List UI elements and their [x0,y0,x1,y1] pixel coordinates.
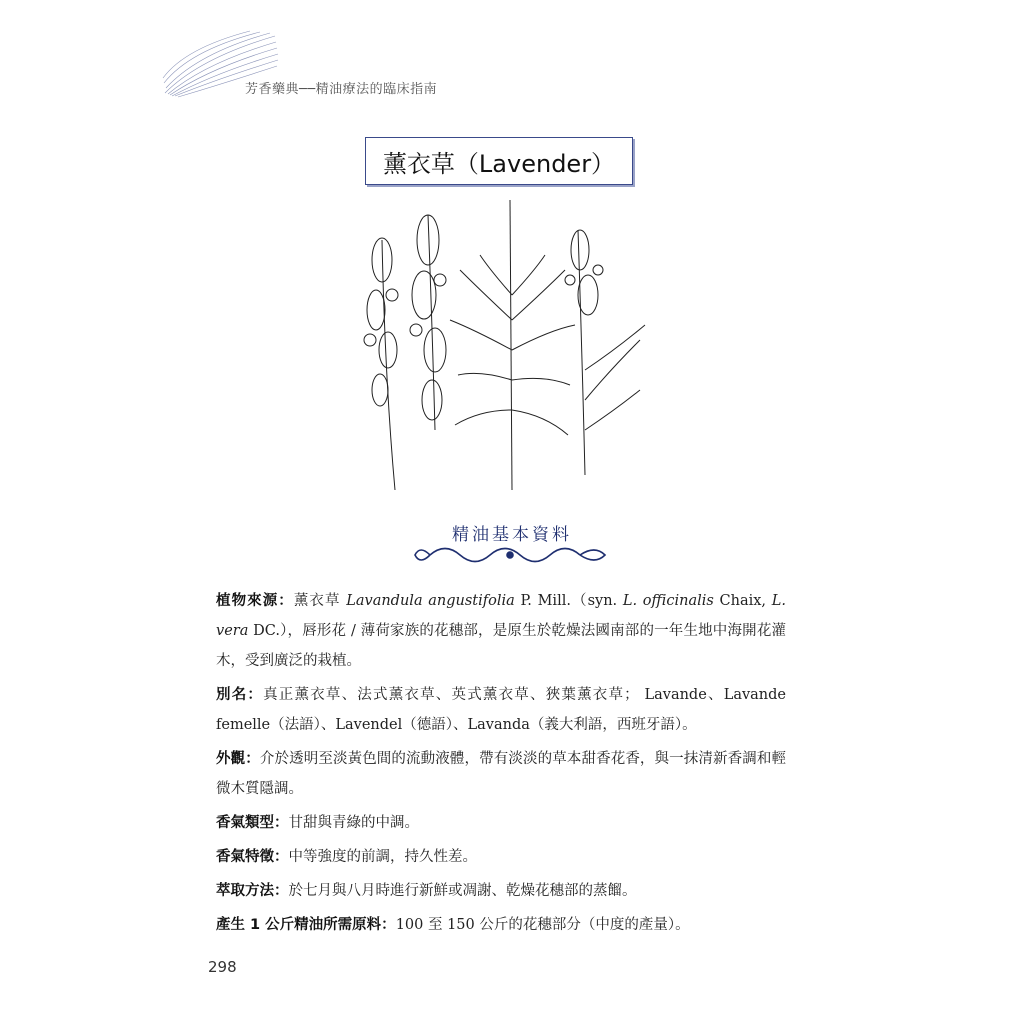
entry-extraction [216,876,786,906]
title-box [365,137,633,185]
lavender-illustration [340,200,660,495]
entries [216,586,786,944]
page-title: 薰衣草（Lavender） [382,149,616,178]
entry-text: P. Mill.（syn. [514,593,623,609]
latin-name: Lavandula angustifolia [346,593,515,609]
entry-odor-type [216,808,786,838]
running-head: 芳香藥典──精油療法的臨床指南 [245,82,438,97]
entry-text: 100 至 150 公斤的花穗部分（中度的產量）。 [395,917,690,933]
entry-text: 真正薰衣草、法式薰衣草、英式薰衣草、狹葉薰衣草； Lavande、Lavande femelle（法語）、Lavendel（德語）、Lavanda（義大利語，西班牙語）。 [216,687,787,733]
entry-label: 萃取方法： [216,883,289,899]
section-heading: 精油基本資料 [452,525,572,545]
entry-text: 介於透明至淡黃色間的流動液體，帶有淡淡的草本甜香花香，與一抹清新香調和輕微木質隱調。 [216,751,787,797]
latin-name: L. vera [216,593,786,639]
entry-appearance [216,744,786,804]
entry-text: DC.），唇形花 / 薄荷家族的花穗部，是原生於乾燥法國南部的一年生地中海開花灌木，受到廣泛的栽植。 [216,623,786,669]
entry-text: Chaix, [713,593,772,609]
entry-label: 植物來源： [216,593,294,609]
entry-text: 薰衣草 [293,593,347,609]
entry-label: 別名： [216,687,264,703]
scroll-ornament [410,540,610,570]
entry-text: 中等強度的前調，持久性差。 [288,849,477,865]
entry-label: 香氣特徵： [216,849,289,865]
entry-text: 於七月與八月時進行新鮮或凋謝、乾燥花穗部的蒸餾。 [288,883,637,899]
entry-text: 甘甜與青綠的中調。 [288,815,419,831]
entry-source [216,586,786,676]
latin-name: L. officinalis [622,593,714,609]
entry-label: 外觀： [216,751,260,767]
entry-label: 產生 1 公斤精油所需原料： [216,917,396,933]
entry-yield [216,910,786,940]
page-number: 298 [208,958,237,976]
entry-odor-character [216,842,786,872]
entry-label: 香氣類型： [216,815,289,831]
entry-synonyms [216,680,786,740]
